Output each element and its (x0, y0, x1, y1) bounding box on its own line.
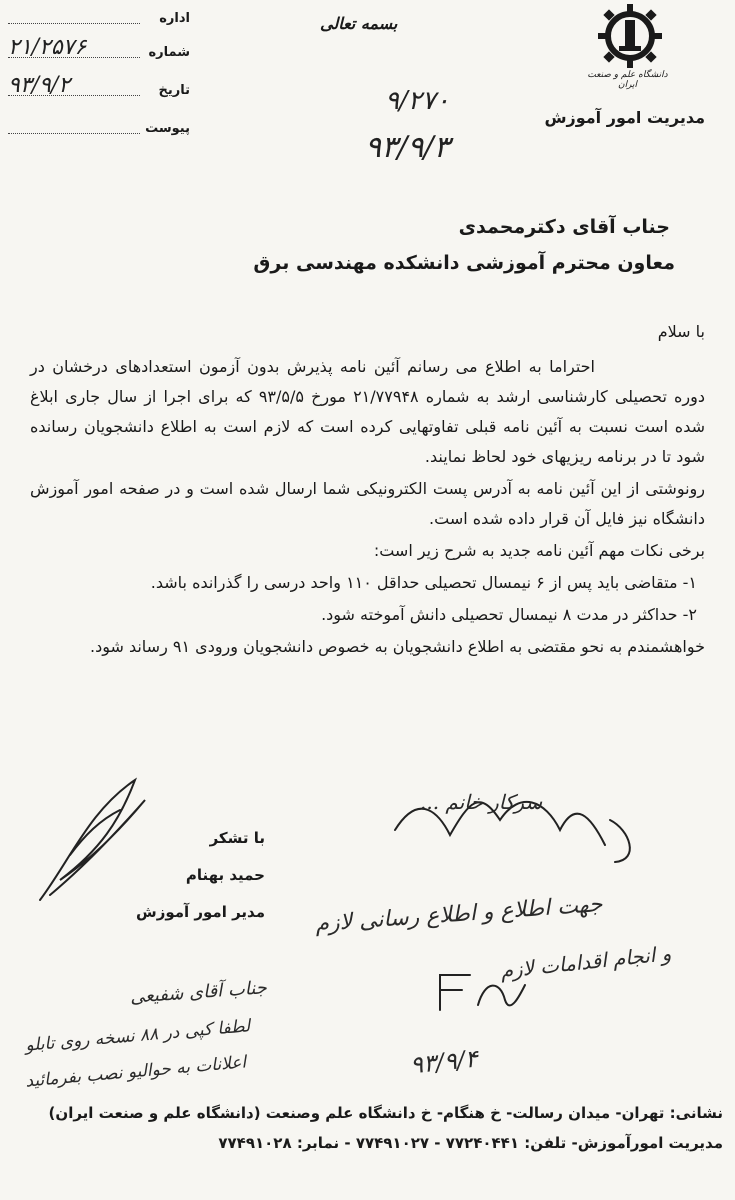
university-caption: دانشگاه علم و صنعت ایران (587, 70, 668, 90)
meta-date-value: ۹۳/۹/۲ (8, 73, 71, 98)
handwritten-date: ۹۳/۹/۴ (408, 1044, 480, 1080)
handwritten-note-1: سرکار خانم ... (420, 790, 543, 814)
handwritten-note-5: لطفا کپی در ۸۸ نسخه روی تابلو (24, 1016, 251, 1056)
header-department: مدیریت امور آموزش (544, 108, 705, 127)
closing-thanks: با تشکر (209, 829, 265, 847)
received-date: ۹۳/۹/۳ (365, 130, 450, 165)
footer-address: نشانی: تهران- میدان رسالت- خ هنگام- خ دانشگاه علم وصنعت (دانشگاه علم و صنعت ایران) (48, 1104, 723, 1122)
handwritten-note-4: جناب آقای شفیعی (129, 977, 268, 1008)
meta-number-value: ۲۱/۲۵۷۶ (8, 35, 87, 60)
closing-title: مدیر امور آموزش (136, 903, 265, 921)
addressee-title: معاون محترم آموزشی دانشکده مهندسی برق (253, 252, 675, 274)
meta-number-label: شماره (148, 45, 190, 60)
letter-footer (10, 1098, 723, 1158)
body-paragraph-3: برخی نکات مهم آئین نامه جدید به شرح زیر است: (373, 541, 705, 560)
footer-contact: مدیریت امورآموزش- تلفن: ۷۷۲۴۰۴۴۱ - ۷۷۴۹۱۰۲۷ - نمابر: ۷۷۴۹۱۰۲۸ (218, 1134, 723, 1152)
body-list-item-2: ۲- حداکثر در مدت ۸ نیمسال تحصیلی دانش آموخته شود. (321, 605, 697, 624)
handwritten-note-3: و انجام اقدامات لازم (499, 941, 673, 983)
meta-office-label: اداره (159, 11, 190, 26)
received-number: ۹/۲۷۰ (385, 86, 450, 116)
salutation: با سلام (657, 322, 705, 341)
behnam-signature (40, 780, 145, 900)
closing-name: حمید بهنام (185, 866, 265, 884)
meta-date-label: تاریخ (158, 83, 190, 98)
body-list-item-1: ۱- متقاضی باید پس از ۶ نیمسال تحصیلی حداقل ۱۱۰ واحد درسی را گذرانده باشد. (150, 573, 697, 592)
header-slogan: بسمه تعالی (320, 14, 398, 33)
body-paragraph-1: احتراما به اطلاع می رسانم آئین نامه پذیرش بدون آزمون استعدادهای درخشان در دوره تحصیلی کارشناسی ارشد به شماره ۲۱/۷۷۹۴۸ مورخ ۹۳/۵/۵ که برای اجرا از سال جاری ابلاغ شده است نسبت به آئین نامه قبلی تفاوتهایی کرده است که لازم است به اطلاع دانشجویان رسانده شود تا در برنامه ریزیهای خود لحاظ نمایند. (30, 357, 706, 466)
body-paragraph-2: رونوشتی از این آئین نامه به آدرس پست الکترونیکی شما ارسال شده است و در صفحه امور آموزش دانشگاه نیز فایل آن قرار داده شده است. (30, 479, 705, 528)
addressee-name: جناب آقای دکترمحمدی (458, 216, 670, 238)
meta-attachment-label: پیوست (145, 121, 190, 136)
body-paragraph-4: خواهشمندم به نحو مقتضی به اطلاع دانشجویان به خصوص دانشجویان ورودی ۹۱ رساند شود. (89, 637, 705, 656)
handwritten-note-6: اعلانات به حوالیو نصب بفرمائید (24, 1052, 247, 1092)
handwritten-note-2: جهت اطلاع و اطلاع رسانی لازم (314, 891, 604, 938)
